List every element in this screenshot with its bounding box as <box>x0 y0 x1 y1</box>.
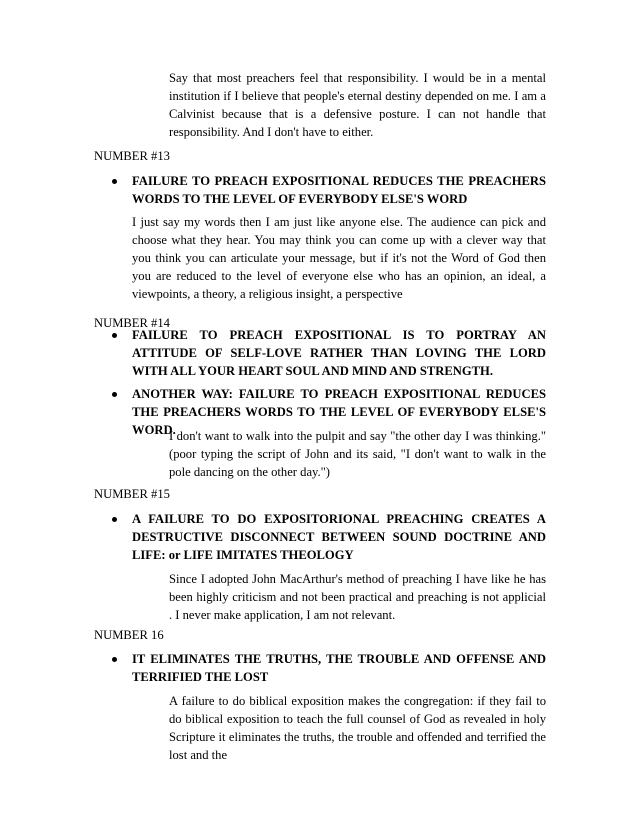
bullet-item-14b <box>112 385 546 437</box>
bullet-item-15 <box>112 510 546 564</box>
section-heading-16: NUMBER 16 <box>94 628 164 642</box>
bullet-text: ANOTHER WAY: FAILURE TO PREACH EXPOSITIONAL REDUCES THE PREACHERS WORDS TO THE LEVEL OF EVERYBODY ELSE'S WORD. <box>132 387 546 437</box>
bullet-icon <box>112 179 117 184</box>
bullet-text: A FAILURE TO DO EXPOSITORIONAL PREACHING CREATES A DESTRUCTIVE DISCONNECT BETWEEN SOUND DOCTRINE AND LIFE: or LIFE IMITATES THEOLOGY <box>132 512 546 562</box>
bullet-text: IT ELIMINATES THE TRUTHS, THE TROUBLE AND OFFENSE AND TERRIFIED THE LOST <box>132 652 546 684</box>
paragraph-intro: Say that most preachers feel that responsibility. I would be in a mental institution if I believe that people's eternal destiny depended on me. I am a Calvinist because that is a defensive posture. I can not handle that responsibility. And I don't have to either. <box>169 71 546 139</box>
paragraph-13: I just say my words then I am just like anyone else. The audience can pick and choose what they hear. You may think you can come up with a clever way that you think you can articulate your message, but if it's not the Word of God then you are reduced to the level of everyone else who has an opinion, an ideal, a viewpoints, a theory, a religious insight, a perspective <box>132 215 546 301</box>
bullet-item-14a <box>112 326 546 380</box>
bullet-text: FAILURE TO PREACH EXPOSITIONAL REDUCES THE PREACHERS WORDS TO THE LEVEL OF EVERYBODY ELSE'S WORD <box>132 174 546 206</box>
paragraph-16: A failure to do biblical exposition makes the congregation: if they fail to do biblical exposition to teach the full counsel of God as revealed in holy Scripture it eliminates the truths, the trouble and offended and terrified the lost and the <box>169 694 546 762</box>
paragraph-15: Since I adopted John MacArthur's method of preaching I have like he has been highly criticism and not been practical and preaching is not applicial . I never make application, I am not relevant. <box>169 572 546 622</box>
section-heading-15: NUMBER #15 <box>94 487 170 501</box>
bullet-item-16 <box>112 650 546 686</box>
bullet-text: FAILURE TO PREACH EXPOSITIONAL IS TO PORTRAY AN ATTITUDE OF SELF-LOVE RATHER THAN LOVING THE LORD WITH ALL YOUR HEART SOUL AND MIND AND STRENGTH. <box>132 328 546 378</box>
bullet-icon <box>112 392 117 397</box>
bullet-icon <box>112 333 117 338</box>
section-heading-14: NUMBER #14 <box>94 316 170 330</box>
section-heading-13: NUMBER #13 <box>94 149 170 163</box>
paragraph-14: I don't want to walk into the pulpit and say "the other day I was thinking." (poor typing the script of John and its said, "I don't want to walk in the pole dancing on the other day.") <box>169 429 546 479</box>
bullet-item-13 <box>112 172 546 208</box>
bullet-icon <box>112 517 117 522</box>
bullet-icon <box>112 657 117 662</box>
